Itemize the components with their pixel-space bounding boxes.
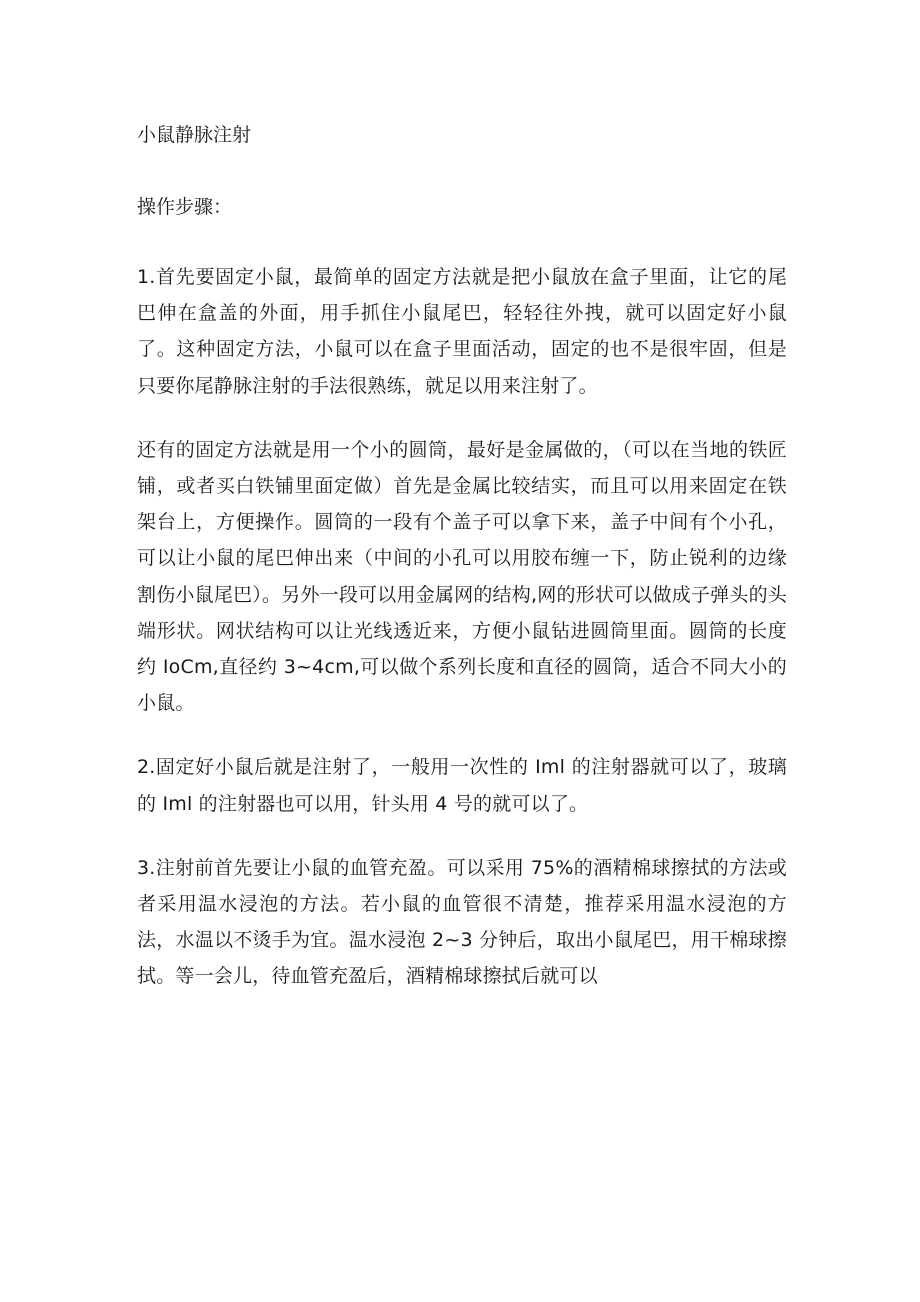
section-heading: 操作步骤：: [137, 196, 233, 218]
document-title: 小鼠静脉注射: [137, 124, 252, 146]
paragraph-fixation-alternative: 还有的固定方法就是用一个小的圆筒，最好是金属做的，（可以在当地的铁匠铺，或者买白铁铺里面定做）首先是金属比较结实，而且可以用来固定在铁架台上，方便操作。圆筒的一段有个盖子可以拿下来，盖子中间有个小孔，可以让小鼠的尾巴伸出来（中间的小孔可以用胶布缠一下，防止锐利的边缘割伤小鼠尾巴）。另外一段可以用金属网的结构,网的形状可以做成子弹头的头端形状。网状结构可以让光线透近来，方便小鼠钻进圆筒里面。圆筒的长度约 IoCm,直径约 3~4cm,可以做个系列长度和直径的圆筒，适合不同大小的小鼠。: [137, 438, 787, 715]
document-body: [137, 118, 787, 1023]
paragraph-step-3: 3.注射前首先要让小鼠的血管充盈。可以采用 75%的酒精棉球擦拭的方法或者采用温水浸泡的方法。若小鼠的血管很不清楚，推荐采用温水浸泡的方法，水温以不烫手为宜。温水浸泡 2~3 分钟后，取出小鼠尾巴，用干棉球擦拭。等一会儿，待血管充盈后，酒精棉球擦拭后就可以: [137, 856, 787, 988]
paragraph-step-1: 1.首先要固定小鼠，最简单的固定方法就是把小鼠放在盒子里面，让它的尾巴伸在盒盖的外面，用手抓住小鼠尾巴，轻轻往外拽，就可以固定好小鼠了。这种固定方法，小鼠可以在盒子里面活动，固定的也不是很牢固，但是只要你尾静脉注射的手法很熟练，就足以用来注射了。: [137, 266, 787, 397]
paragraph-step-2: 2.固定好小鼠后就是注射了，一般用一次性的 Iml 的注射器就可以了，玻璃的 Iml 的注射器也可以用，针头用 4 号的就可以了。: [137, 756, 787, 815]
